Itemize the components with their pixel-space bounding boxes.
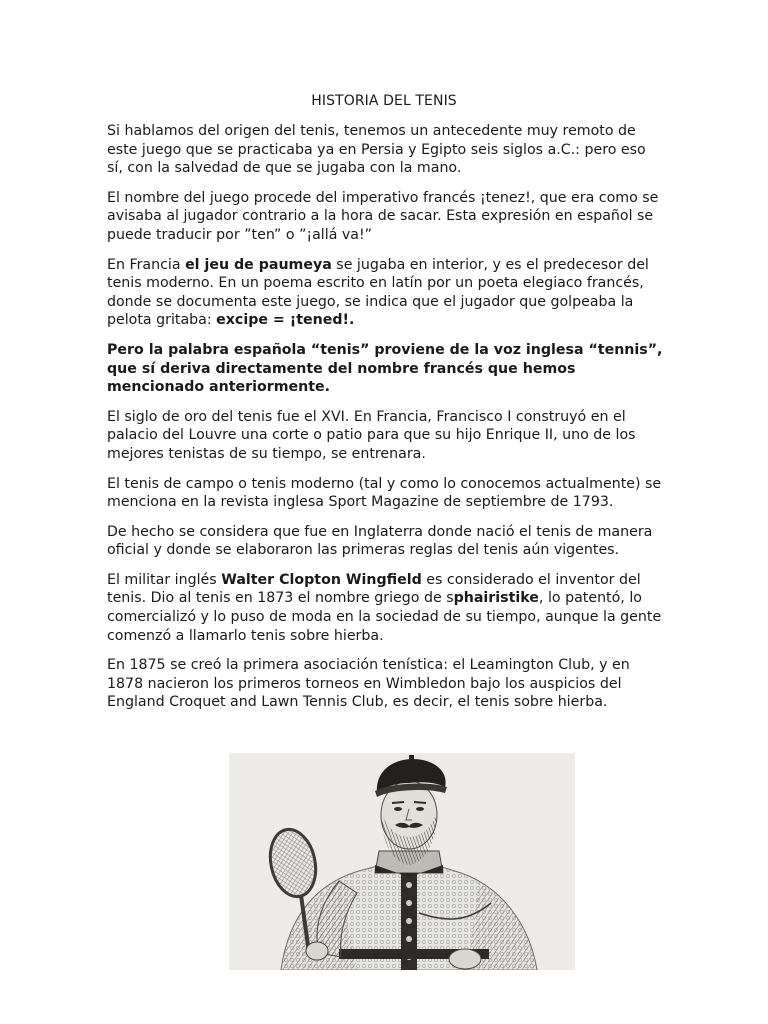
text-run: El nombre del juego procede del imperativo francés ¡tenez!, que era como se avisaba al jugador contrario a la hora de sacar. Esta expresión en español se puede traducir por ”ten” o ”¡allá va!”: [107, 189, 659, 243]
paragraph: [107, 571, 663, 645]
text-run: De hecho se considera que fue en Inglaterra donde nació el tenis de manera oficial y donde se elaboraron las primeras reglas del tenis aún vigentes.: [107, 523, 653, 559]
text-run: se jugaba en interior, y es el predecesor del tenis moderno. En un poema escrito en latín por un poeta elegiaco francés, donde se documenta este juego, se indica que el jugador que golpeaba la pelota gritaba:: [107, 256, 649, 329]
paragraph: [107, 656, 663, 712]
text-run: El siglo de oro del tenis fue el XVI. En Francia, Francisco I construyó en el palacio del Louvre una corte o patio para que su hijo Enrique II, uno de los mejores tenistas de su tiempo, se entrenara.: [107, 408, 636, 462]
paragraph: [107, 189, 663, 245]
bold-text-run: phairistike: [453, 590, 539, 607]
text-run: En Francia: [107, 256, 186, 273]
portrait-engraving: [229, 753, 575, 970]
portrait-illustration: [229, 753, 575, 970]
paragraph: [107, 341, 663, 397]
paragraph: [107, 408, 663, 464]
paragraph: [107, 256, 663, 330]
text-run: es considerado el inventor del tenis. Dio al tenis en 1873 el nombre griego de s: [107, 571, 641, 607]
bold-text-run: Pero la palabra española “tenis” proviene de la voz inglesa “tennis”, que sí deriva directamente del nombre francés que hemos mencionado anteriormente.: [107, 341, 663, 396]
bold-text-run: excipe = ¡tened!.: [216, 312, 355, 329]
text-run: El militar inglés: [107, 571, 222, 588]
paragraph: [107, 475, 663, 512]
bold-text-run: Walter Clopton Wingfield: [221, 571, 422, 588]
text-run: , lo patentó, lo comercializó y lo puso de moda en la sociedad de su tiempo, aunque la gente comenzó a llamarlo tenis sobre hierba.: [107, 590, 662, 644]
bold-text-run: el jeu de paumeya: [185, 256, 332, 273]
text-run: El tenis de campo o tenis moderno (tal y como lo conocemos actualmente) se menciona en la revista inglesa Sport Magazine de septiembre de 1793.: [107, 475, 662, 511]
paragraph: [107, 122, 663, 178]
document-title: HISTORIA DEL TENIS: [311, 93, 457, 109]
text-run: En 1875 se creó la primera asociación tenística: el Leamington Club, y en 1878 nacieron los primeros torneos en Wimbledon bajo los auspicios del England Croquet and Lawn Tennis Club, es decir, el tenis sobre hierba.: [107, 657, 630, 711]
paragraph: [107, 523, 663, 560]
text-run: Si hablamos del origen del tenis, tenemos un antecedente muy remoto de este juego que se practicaba ya en Persia y Egipto seis siglos a.C.: pero eso sí, con la salvedad de que se jugaba con la mano.: [107, 123, 646, 177]
document-body: [107, 122, 663, 723]
